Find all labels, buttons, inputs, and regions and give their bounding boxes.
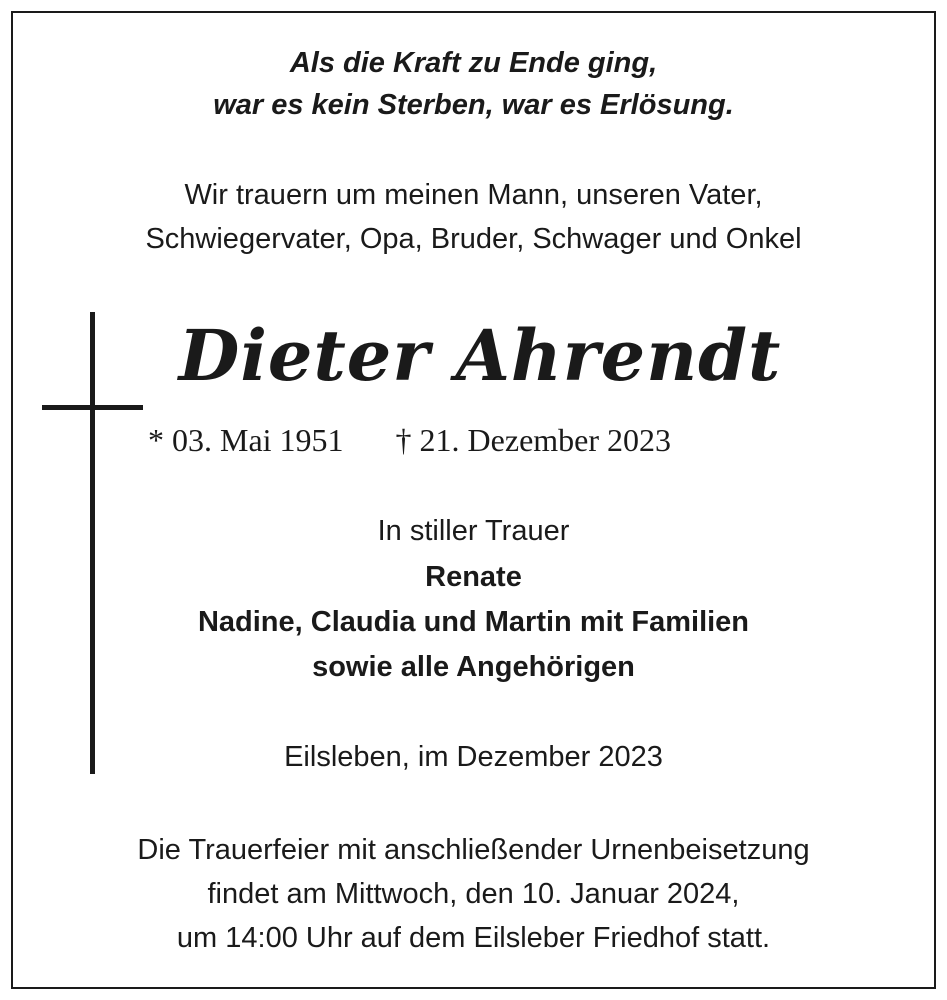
death-date: † 21. Dezember 2023 — [395, 422, 672, 458]
life-dates — [148, 420, 671, 460]
motto-line-1: Als die Kraft zu Ende ging, — [289, 47, 658, 79]
funeral-line-3: um 14:00 Uhr auf dem Eilsleber Friedhof statt. — [176, 922, 771, 954]
deceased-name: Dieter Ahrendt — [178, 314, 782, 397]
cross-horizontal-bar — [42, 405, 143, 410]
motto-line-2: war es kein Sterben, war es Erlösung. — [213, 89, 734, 121]
funeral-line-1: Die Trauerfeier mit anschließender Urnenbeisetzung — [137, 834, 810, 866]
mourner-2: Nadine, Claudia und Martin mit Familien — [197, 606, 750, 638]
intro-line-1: Wir trauern um meinen Mann, unseren Vater, — [184, 179, 763, 211]
funeral-line-2: findet am Mittwoch, den 10. Januar 2024, — [207, 878, 740, 910]
mourner-3: sowie alle Angehörigen — [312, 651, 635, 683]
intro-line-2: Schwiegervater, Opa, Bruder, Schwager und Onkel — [145, 223, 802, 255]
mourning-label: In stiller Trauer — [377, 515, 570, 547]
place-and-date: Eilsleben, im Dezember 2023 — [284, 741, 663, 773]
birth-date: * 03. Mai 1951 — [148, 422, 344, 458]
mourner-1: Renate — [425, 561, 522, 593]
